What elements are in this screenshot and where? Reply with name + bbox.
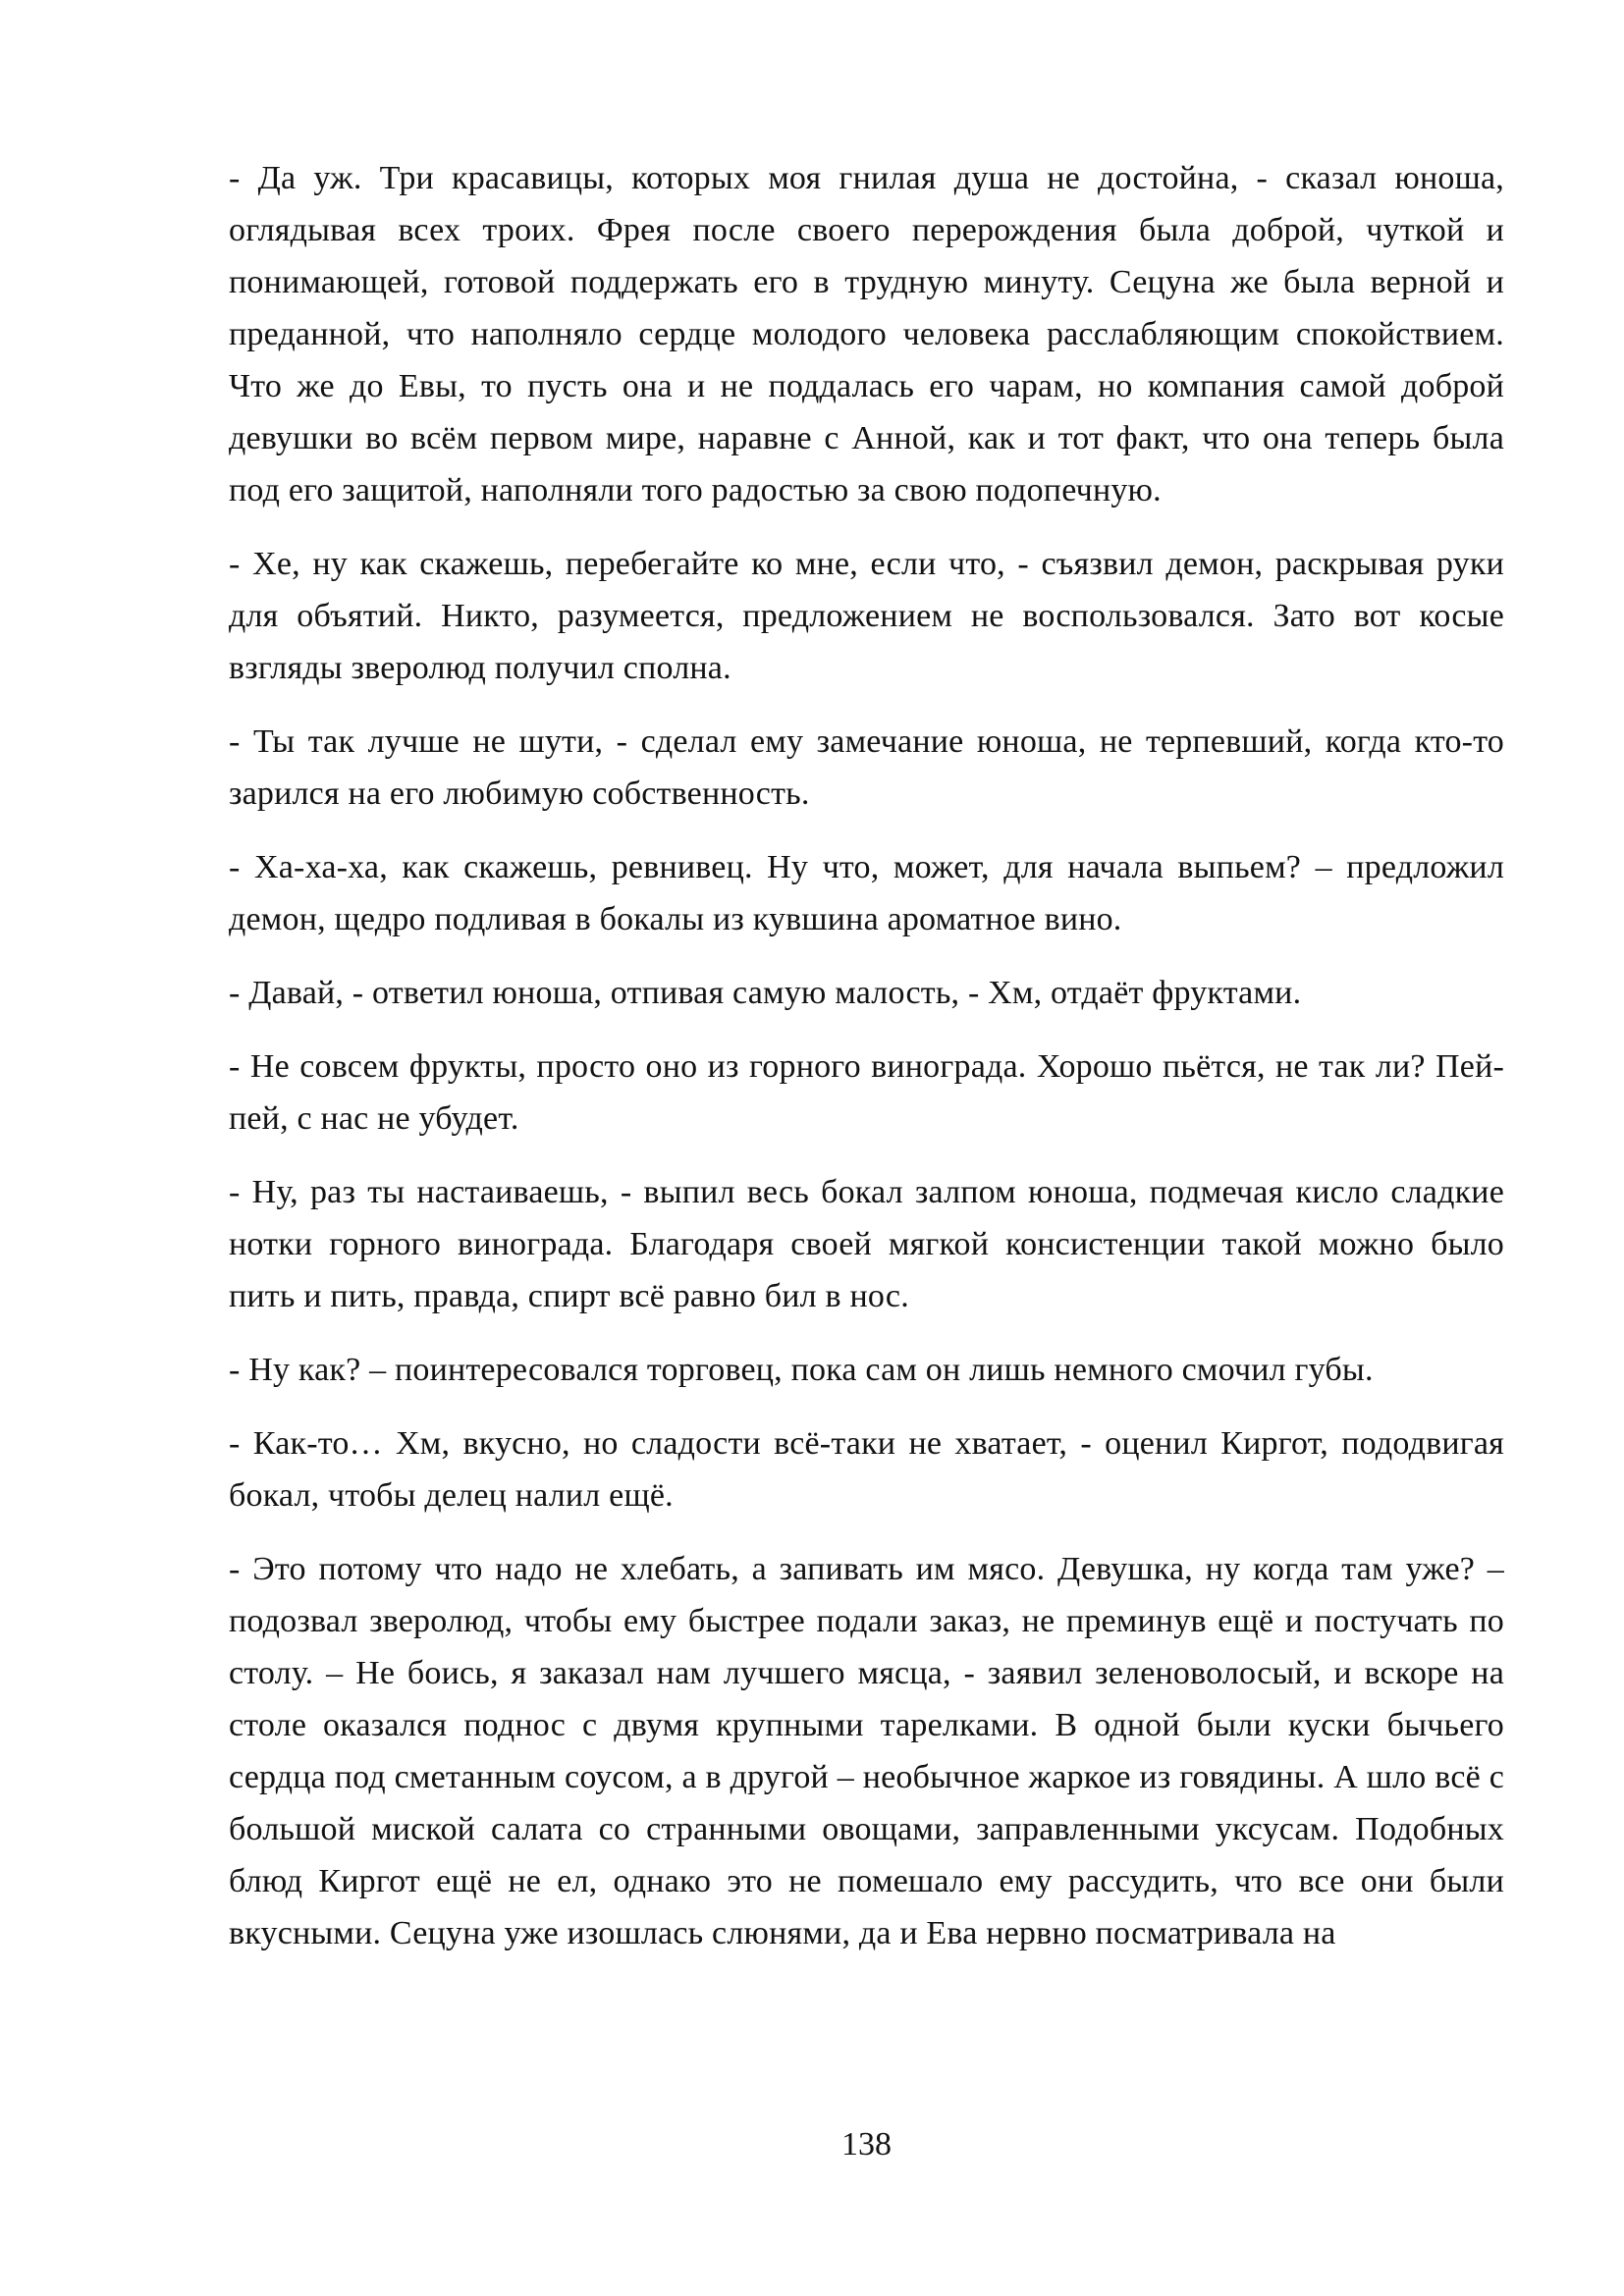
body-paragraph: - Ха-ха-ха, как скажешь, ревнивец. Ну что, может, для начала выпьем? – предложил демон, щедро подливая в бокалы из кувшина ароматное вино. — [229, 849, 1504, 937]
body-paragraph: - Ну, раз ты настаиваешь, - выпил весь бокал залпом юноша, подмечая кисло сладкие нотки горного винограда. Благодаря своей мягкой консистенции такой можно было пить и пить, правда, спирт всё равно бил в нос. — [229, 1174, 1504, 1314]
body-paragraph: - Это потому что надо не хлебать, а запивать им мясо. Девушка, ну когда там уже? – подозвал зверолюд, чтобы ему быстрее подали заказ, не преминув ещё и постучать по столу. – Не боись, я заказал нам лучшего мясца, - заявил зеленоволосый, и вскоре на столе оказался поднос с двумя крупными тарелками. В одной были куски бычьего сердца под сметанным соусом, а в другой – необычное жаркое из говядины. А шло всё с большой миской салата со странными овощами, заправленными уксусам. Подобных блюд Киргот ещё не ел, однако это не помешало ему рассудить, что все они были вкусными. Сецуна уже изошлась слюнями, да и Ева нервно посматривала на — [229, 1551, 1504, 1951]
body-paragraph: - Да уж. Три красавицы, которых моя гнилая душа не достойна, - сказал юноша, оглядывая всех троих. Фрея после своего перерождения была доброй, чуткой и понимающей, готовой поддержать его в трудную минуту. Сецуна же была верной и преданной, что наполняло сердце молодого человека расслабляющим спокойствием. Что же до Евы, то пусть она и не поддалась его чарам, но компания самой доброй девушки во всём первом мире, наравне с Анной, как и тот факт, что она теперь была под его защитой, наполняли того радостью за свою подопечную. — [229, 160, 1504, 508]
body-paragraph: - Ну как? – поинтересовался торговец, пока сам он лишь немного смочил губы. — [229, 1352, 1374, 1388]
body-paragraph: - Как-то… Хм, вкусно, но сладости всё-таки не хватает, - оценил Киргот, пододвигая бокал, чтобы делец налил ещё. — [229, 1425, 1504, 1514]
page-number: 138 — [841, 2126, 892, 2163]
body-paragraph: - Не совсем фрукты, просто оно из горного винограда. Хорошо пьётся, не так ли? Пей-пей, с нас не убудет. — [229, 1048, 1504, 1137]
body-paragraph: - Хе, ну как скажешь, перебегайте ко мне, если что, - съязвил демон, раскрывая руки для объятий. Никто, разумеется, предложением не воспользовался. Зато вот косые взгляды зверолюд получил сполна. — [229, 546, 1504, 686]
text-block — [229, 152, 1504, 1959]
body-paragraph: - Давай, - ответил юноша, отпивая самую малость, - Хм, отдаёт фруктами. — [229, 975, 1302, 1011]
body-paragraph: - Ты так лучше не шути, - сделал ему замечание юноша, не терпевший, когда кто-то зарился на его любимую собственность. — [229, 723, 1504, 812]
